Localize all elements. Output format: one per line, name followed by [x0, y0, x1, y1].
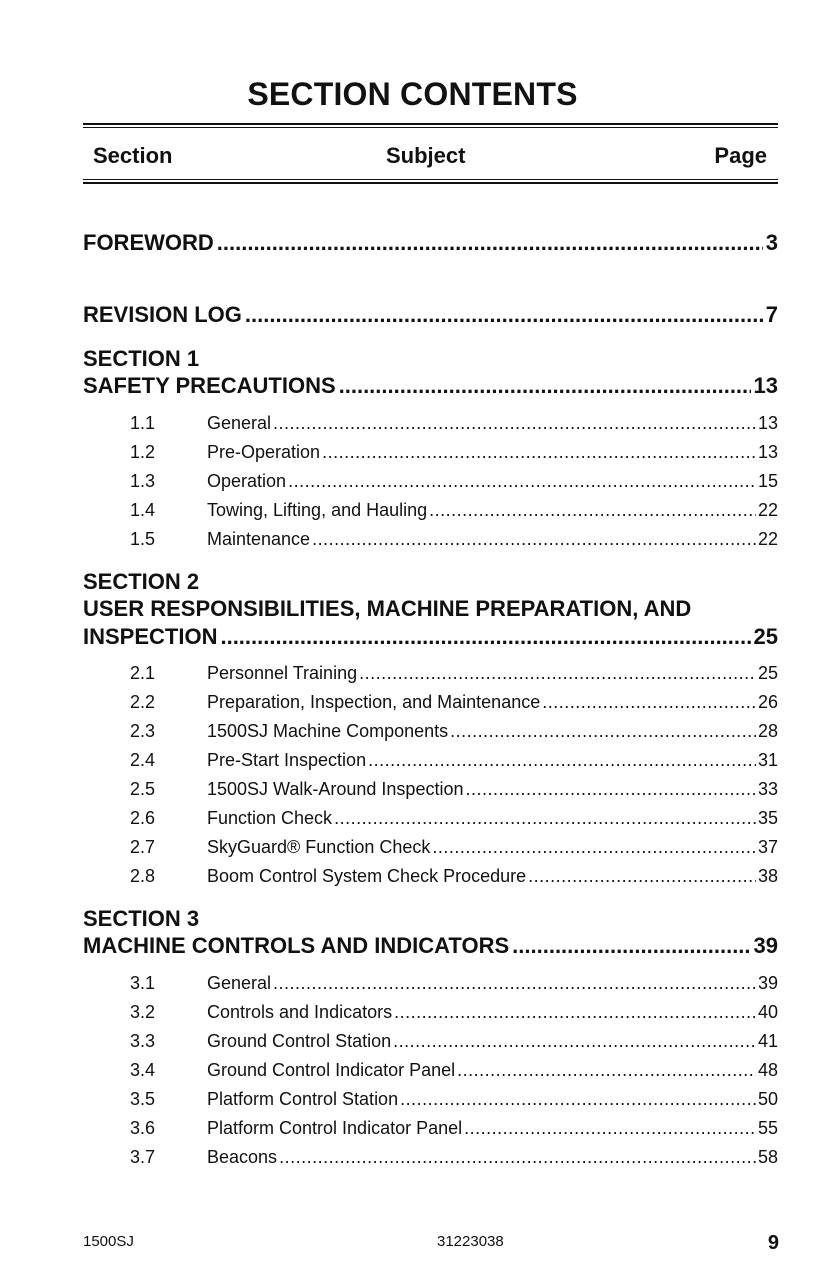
- toc-subentry-3-3[interactable]: [130, 1031, 778, 1052]
- page-title: SECTION CONTENTS: [247, 76, 578, 112]
- toc-subentry-3-1[interactable]: [130, 973, 778, 994]
- toc-subentry-2-4[interactable]: [130, 750, 778, 771]
- subentry-page: 41: [757, 1031, 778, 1051]
- footer-page-number: 9: [767, 1232, 779, 1254]
- subentry-number: 3.7: [130, 1147, 156, 1167]
- dot-leader: [542, 692, 756, 713]
- dot-leader: [312, 529, 756, 550]
- footer-doc-number: 31223038: [437, 1233, 504, 1250]
- toc-subentry-3-2[interactable]: [130, 1002, 778, 1023]
- subentry-label: General: [207, 413, 272, 433]
- dot-leader: [339, 373, 751, 399]
- dot-leader: [273, 413, 756, 434]
- toc-subentry-3-4[interactable]: [130, 1060, 778, 1081]
- subentry-page: 55: [757, 1118, 778, 1138]
- subentry-page: 13: [757, 413, 778, 433]
- column-header-section: Section: [93, 143, 173, 168]
- section-1-page: 13: [753, 373, 778, 398]
- toc-entry-page: 7: [765, 302, 778, 327]
- section-3-title: MACHINE CONTROLS AND INDICATORS: [83, 933, 510, 958]
- section-2-title-line-1: USER RESPONSIBILITIES, MACHINE PREPARATION, AND: [83, 596, 692, 621]
- column-header-page: Page: [714, 143, 767, 168]
- subentry-number: 2.6: [130, 808, 156, 828]
- toc-entry-section-3[interactable]: [83, 933, 778, 959]
- dot-leader: [432, 837, 756, 858]
- dot-leader: [245, 302, 763, 328]
- section-2-title-line-2: INSPECTION: [83, 624, 218, 649]
- dot-leader: [368, 750, 756, 771]
- subentry-label: Pre-Start Inspection: [207, 750, 367, 770]
- toc-subentry-1-4[interactable]: [130, 500, 778, 521]
- subentry-label: Towing, Lifting, and Hauling: [207, 500, 428, 520]
- toc-subentry-2-2[interactable]: [130, 692, 778, 713]
- subentry-number: 2.7: [130, 837, 156, 857]
- subentry-number: 2.5: [130, 779, 156, 799]
- subentry-page: 13: [757, 442, 778, 462]
- toc-entry-revision-log[interactable]: [83, 302, 778, 328]
- subentry-number: 3.4: [130, 1060, 156, 1080]
- subentry-page: 35: [757, 808, 778, 828]
- subentry-label: SkyGuard® Function Check: [207, 837, 431, 857]
- dot-leader: [334, 808, 756, 829]
- subentry-page: 25: [757, 663, 778, 683]
- subentry-page: 40: [757, 1002, 778, 1022]
- dot-leader: [457, 1060, 756, 1081]
- subentry-number: 2.8: [130, 866, 156, 886]
- dot-leader: [279, 1147, 756, 1168]
- toc-subentry-1-1[interactable]: [130, 413, 778, 434]
- subentry-page: 38: [757, 866, 778, 886]
- dot-leader: [322, 442, 756, 463]
- subentry-label: 1500SJ Machine Components: [207, 721, 449, 741]
- subentry-page: 33: [757, 779, 778, 799]
- dot-leader: [220, 624, 750, 650]
- subentry-number: 2.2: [130, 692, 156, 712]
- subentry-number: 3.3: [130, 1031, 156, 1051]
- toc-entry-label: REVISION LOG: [83, 302, 242, 327]
- section-1-title: SAFETY PRECAUTIONS: [83, 373, 336, 398]
- section-2-number: SECTION 2: [83, 569, 200, 594]
- subentry-label: Maintenance: [207, 529, 311, 549]
- section-3-page: 39: [753, 933, 778, 958]
- toc-subentry-2-7[interactable]: [130, 837, 778, 858]
- subentry-label: Preparation, Inspection, and Maintenance: [207, 692, 541, 712]
- section-2-page: 25: [753, 624, 778, 649]
- toc-subentry-1-5[interactable]: [130, 529, 778, 550]
- toc-subentry-3-5[interactable]: [130, 1089, 778, 1110]
- subentry-number: 1.5: [130, 529, 156, 549]
- toc-subentry-3-7[interactable]: [130, 1147, 778, 1168]
- dot-leader: [465, 779, 755, 800]
- subentry-number: 1.4: [130, 500, 156, 520]
- footer-model: 1500SJ: [83, 1233, 134, 1250]
- header-rule-bottom: [83, 182, 778, 184]
- subentry-label: Boom Control System Check Procedure: [207, 866, 527, 886]
- dot-leader: [394, 1002, 756, 1023]
- subentry-number: 2.3: [130, 721, 156, 741]
- toc-subentry-3-6[interactable]: [130, 1118, 778, 1139]
- toc-entry-label: FOREWORD: [83, 230, 214, 255]
- dot-leader: [217, 230, 763, 256]
- subentry-page: 50: [757, 1089, 778, 1109]
- toc-subentry-2-1[interactable]: [130, 663, 778, 684]
- dot-leader: [464, 1118, 756, 1139]
- toc-subentry-2-5[interactable]: [130, 779, 778, 800]
- subentry-number: 1.1: [130, 413, 156, 433]
- toc-entry-foreword[interactable]: [83, 230, 778, 256]
- header-rule-top-thin: [83, 127, 778, 128]
- dot-leader: [288, 471, 756, 492]
- subentry-page: 15: [757, 471, 778, 491]
- toc-entry-page: 3: [765, 230, 778, 255]
- subentry-label: Personnel Training: [207, 663, 358, 683]
- toc-subentry-2-3[interactable]: [130, 721, 778, 742]
- subentry-label: Pre-Operation: [207, 442, 321, 462]
- dot-leader: [450, 721, 756, 742]
- header-rule-bottom-thin: [83, 179, 778, 180]
- subentry-label: Controls and Indicators: [207, 1002, 393, 1022]
- section-3-number: SECTION 3: [83, 906, 200, 931]
- subentry-label: Ground Control Indicator Panel: [207, 1060, 456, 1080]
- subentry-page: 37: [757, 837, 778, 857]
- subentry-page: 31: [757, 750, 778, 770]
- subentry-label: Function Check: [207, 808, 333, 828]
- subentry-label: Platform Control Station: [207, 1089, 399, 1109]
- subentry-page: 22: [757, 529, 778, 549]
- subentry-page: 22: [757, 500, 778, 520]
- toc-subentry-1-3[interactable]: [130, 471, 778, 492]
- column-header-subject: Subject: [386, 143, 466, 168]
- subentry-label: Beacons: [207, 1147, 278, 1167]
- toc-entry-section-1[interactable]: [83, 373, 778, 399]
- toc-entry-section-2[interactable]: [83, 624, 778, 650]
- toc-subentry-1-2[interactable]: [130, 442, 778, 463]
- toc-subentry-2-6[interactable]: [130, 808, 778, 829]
- subentry-label: Platform Control Indicator Panel: [207, 1118, 463, 1138]
- subentry-number: 1.2: [130, 442, 156, 462]
- subentry-number: 2.1: [130, 663, 156, 683]
- dot-leader: [429, 500, 756, 521]
- dot-leader: [528, 866, 756, 887]
- dot-leader: [512, 933, 750, 959]
- subentry-page: 58: [757, 1147, 778, 1167]
- subentry-page: 39: [757, 973, 778, 993]
- subentry-page: 28: [757, 721, 778, 741]
- dot-leader: [400, 1089, 756, 1110]
- subentry-number: 3.1: [130, 973, 156, 993]
- subentry-label: Operation: [207, 471, 287, 491]
- dot-leader: [359, 663, 756, 684]
- section-1-number: SECTION 1: [83, 346, 200, 371]
- subentry-number: 2.4: [130, 750, 156, 770]
- subentry-page: 26: [757, 692, 778, 712]
- subentry-number: 3.6: [130, 1118, 156, 1138]
- toc-subentry-2-8[interactable]: [130, 866, 778, 887]
- subentry-page: 48: [757, 1060, 778, 1080]
- dot-leader: [273, 973, 756, 994]
- header-rule-top: [83, 123, 778, 125]
- subentry-number: 1.3: [130, 471, 156, 491]
- subentry-number: 3.5: [130, 1089, 156, 1109]
- subentry-label: General: [207, 973, 272, 993]
- subentry-label: 1500SJ Walk-Around Inspection: [207, 779, 464, 799]
- subentry-label: Ground Control Station: [207, 1031, 392, 1051]
- dot-leader: [393, 1031, 756, 1052]
- subentry-number: 3.2: [130, 1002, 156, 1022]
